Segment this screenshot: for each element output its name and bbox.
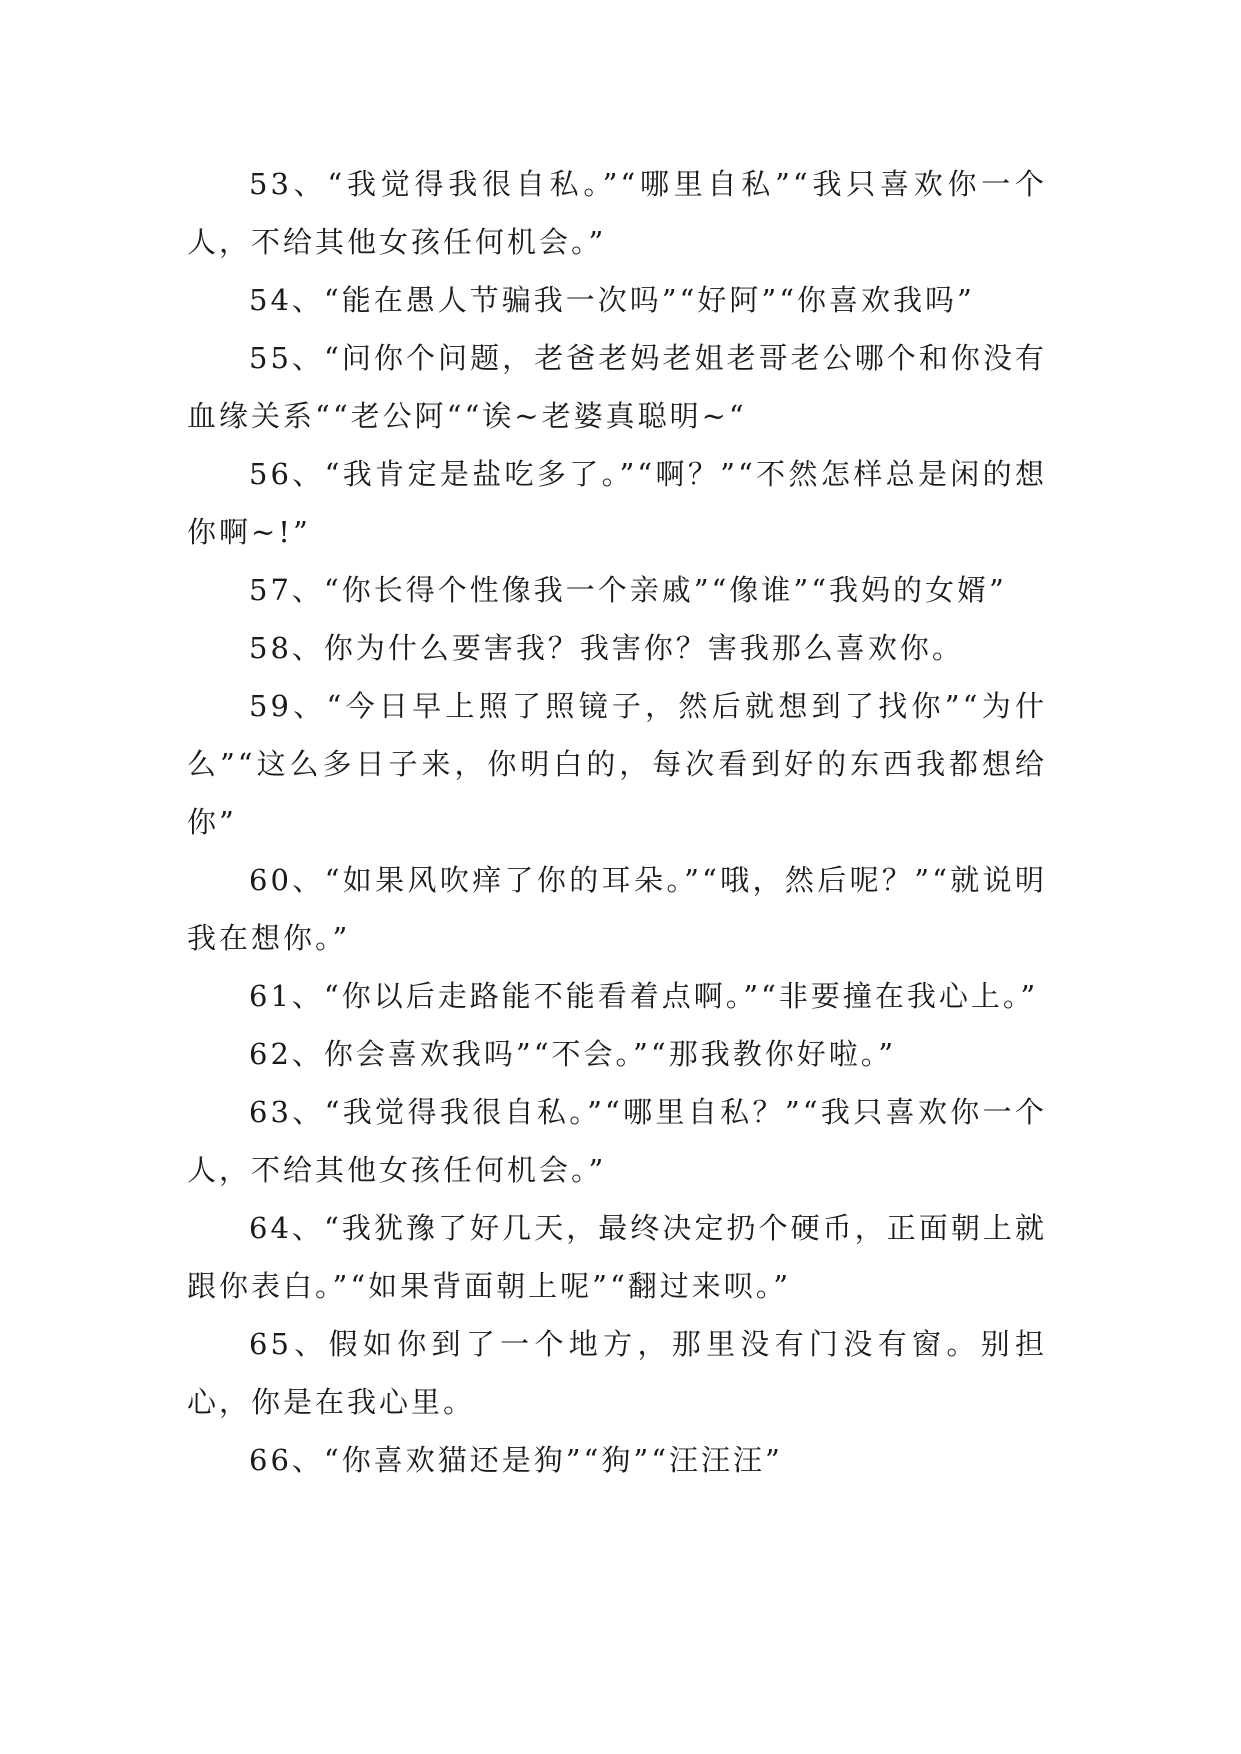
- paragraph-59: 59、“今日早上照了照镜子，然后就想到了找你”“为什么”“这么多日子来，你明白的，每次看到好的东西我都想给你”: [187, 689, 1047, 839]
- paragraph-65: 65、假如你到了一个地方，那里没有门没有窗。别担心，你是在我心里。: [187, 1327, 1047, 1419]
- paragraph-61: 61、“你以后走路能不能看着点啊。”“非要撞在我心上。”: [249, 979, 1039, 1013]
- paragraph-66: 66、“你喜欢猫还是狗”“狗”“汪汪汪”: [249, 1443, 783, 1477]
- document-body: [187, 155, 1047, 1489]
- paragraph-58: 58、你为什么要害我？我害你？害我那么喜欢你。: [249, 631, 964, 665]
- paragraph-63: 63、“我觉得我很自私。”“哪里自私？”“我只喜欢你一个人，不给其他女孩任何机会。”: [187, 1095, 1047, 1187]
- paragraph-57: 57、“你长得个性像我一个亲戚”“像谁”“我妈的女婿”: [249, 573, 1007, 607]
- paragraph-62: 62、你会喜欢我吗”“不会。”“那我教你好啦。”: [249, 1037, 897, 1071]
- paragraph-60: 60、“如果风吹痒了你的耳朵。”“哦，然后呢？”“就说明我在想你。”: [187, 863, 1047, 955]
- paragraph-55: 55、“问你个问题，老爸老妈老姐老哥老公哪个和你没有血缘关系““老公阿““诶~老婆真聪明~“: [187, 341, 1047, 433]
- paragraph-56: 56、“我肯定是盐吃多了。”“啊？”“不然怎样总是闲的想你啊~!”: [187, 457, 1047, 549]
- paragraph-53: 53、“我觉得我很自私。”“哪里自私”“我只喜欢你一个人，不给其他女孩任何机会。”: [187, 167, 1047, 259]
- paragraph-54: 54、“能在愚人节骗我一次吗”“好阿”“你喜欢我吗”: [249, 283, 975, 317]
- paragraph-64: 64、“我犹豫了好几天，最终决定扔个硬币，正面朝上就跟你表白。”“如果背面朝上呢”“翻过来呗。”: [187, 1211, 1047, 1303]
